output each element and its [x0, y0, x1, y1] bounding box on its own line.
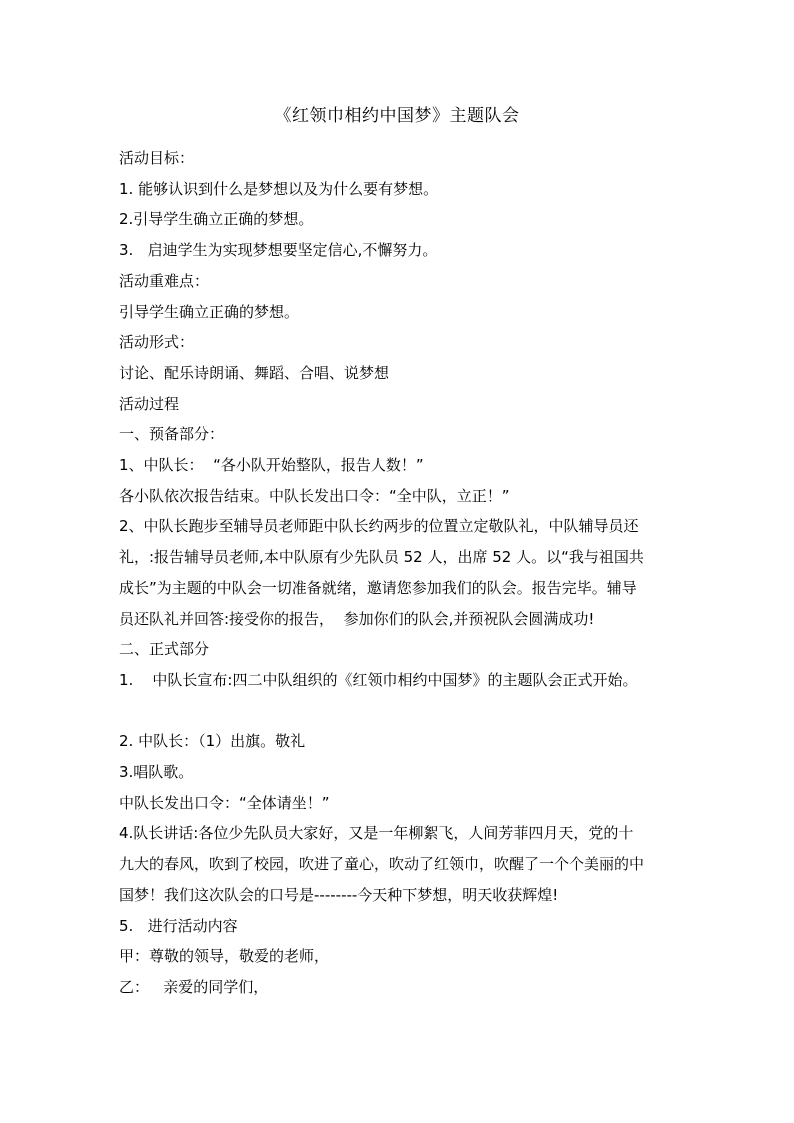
document-title: 《红领巾相约中国梦》主题队会	[274, 106, 520, 126]
goal-item-2: 2.引导学生确立正确的梦想。	[119, 210, 314, 229]
blank-line	[119, 696, 679, 727]
paragraph-line: 乙： 亲爱的同学们，	[119, 977, 269, 996]
section-heading-format: 活动形式：	[119, 333, 195, 352]
document-body	[119, 143, 679, 1003]
paragraph-line: 5. 进行活动内容	[119, 916, 238, 935]
goal-item-1: 1. 能够认识到什么是梦想以及为什么要有梦想。	[119, 179, 439, 198]
paragraph-line: 1. 中队长宣布:四二中队组织的《红领巾相约中国梦》的主题队会正式开始。	[119, 670, 638, 689]
section-heading-process: 活动过程	[119, 394, 180, 413]
format-text: 讨论、配乐诗朗诵、舞蹈、合唱、说梦想	[119, 363, 390, 382]
subsection-heading-formal: 二、正式部分	[119, 640, 210, 659]
paragraph-line: 员还队礼并回答:接受你的报告， 参加你们的队会,并预祝队会圆满成功!	[119, 609, 595, 628]
goal-item-3: 3. 启迪学生为实现梦想要坚定信心,不懈努力。	[119, 241, 438, 260]
paragraph-line: 2、中队长跑步至辅导员老师距中队长约两步的位置立定敬队礼，中队辅导员还	[119, 517, 639, 536]
paragraph-line: 成长”为主题的中队会一切准备就绪，邀请您参加我们的队会。报告完毕。辅导	[119, 578, 637, 597]
paragraph-line: 3.唱队歌。	[119, 763, 194, 782]
paragraph-line: 九大的春风，吹到了校园，吹进了童心，吹动了红领巾，吹醒了一个个美丽的中	[119, 855, 645, 874]
paragraph-line: 各小队依次报告结束。中队长发出口令：“全中队，立正！”	[119, 486, 510, 505]
subsection-heading-prep: 一、预备部分：	[119, 425, 225, 444]
section-heading-goals: 活动目标：	[119, 149, 195, 167]
key-point-text: 引导学生确立正确的梦想。	[119, 302, 300, 321]
paragraph-line: 国梦！我们这次队会的口号是--------今天种下梦想，明天收获辉煌!	[119, 885, 559, 904]
paragraph-line: 1、中队长： “各小队开始整队，报告人数！”	[119, 456, 424, 475]
paragraph-line: 2. 中队长：（1）出旗。敬礼	[119, 732, 306, 751]
paragraph-line: 礼，:报告辅导员老师,本中队原有少先队员 52 人，出席 52 人。以“我与祖国共	[119, 548, 644, 567]
section-heading-key-points: 活动重难点：	[119, 271, 210, 290]
paragraph-line: 甲：尊敬的领导，敬爱的老师，	[119, 947, 330, 966]
paragraph-line: 中队长发出口令：“全体请坐！”	[119, 793, 330, 812]
paragraph-line: 4.队长讲话:各位少先队员大家好，又是一年柳絮飞，人间芳菲四月天，党的十	[119, 824, 634, 843]
